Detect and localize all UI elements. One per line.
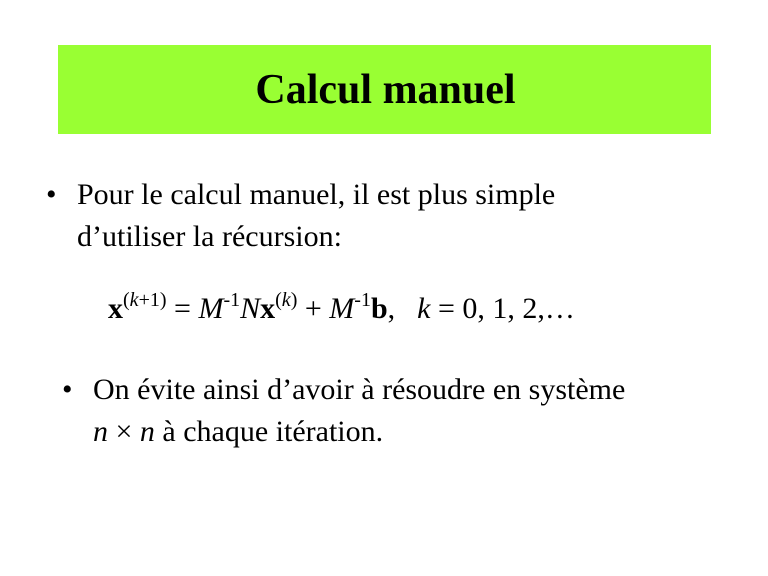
formula-inverse: -1 (223, 289, 241, 311)
dimension-n: n (93, 415, 108, 448)
formula-sup-k: k (281, 289, 291, 311)
bullet-item-recursion (46, 174, 726, 258)
formula-sup-k: k (129, 289, 139, 311)
formula-comma: , (387, 292, 396, 325)
formula-sup-part: ) (290, 289, 298, 311)
formula-plus: + (297, 292, 330, 325)
times-symbol: × (108, 415, 140, 448)
formula-matrix-m: M (329, 292, 355, 325)
bullet-point-icon: • (46, 178, 57, 211)
bullet-item-system (62, 369, 752, 453)
bullet-text (46, 174, 726, 258)
formula-matrix-n: N (240, 292, 261, 325)
formula-equals: = (166, 292, 199, 325)
bullet-line: d’utiliser la récursion: (77, 220, 342, 253)
bullet-point-icon: • (62, 373, 73, 406)
bullet-line: On évite ainsi d’avoir à résoudre en système (93, 373, 626, 406)
formula-vector-b: b (370, 292, 388, 325)
recursion-formula (108, 288, 575, 330)
slide-title-banner (58, 45, 711, 134)
formula-sup-part: ( (123, 289, 130, 311)
formula-inverse: -1 (354, 289, 371, 311)
formula-superscript (275, 289, 297, 311)
bullet-text (62, 369, 752, 453)
bullet-line-rest: à chaque itération. (154, 415, 384, 448)
dimension-n: n (139, 415, 155, 448)
bullet-line: Pour le calcul manuel, il est plus simple (77, 178, 556, 211)
formula-range: = 0, 1, 2,… (430, 292, 575, 325)
bullet-line (93, 411, 752, 453)
formula-sup-part: ( (275, 289, 282, 311)
formula-superscript (123, 289, 167, 311)
formula-var-x: x (108, 292, 123, 325)
slide-title: Calcul manuel (255, 66, 516, 113)
formula-index-k: k (417, 292, 431, 325)
formula-matrix-m: M (198, 292, 224, 325)
formula-var-x: x (260, 292, 276, 325)
formula-sup-part: +1) (138, 289, 167, 311)
